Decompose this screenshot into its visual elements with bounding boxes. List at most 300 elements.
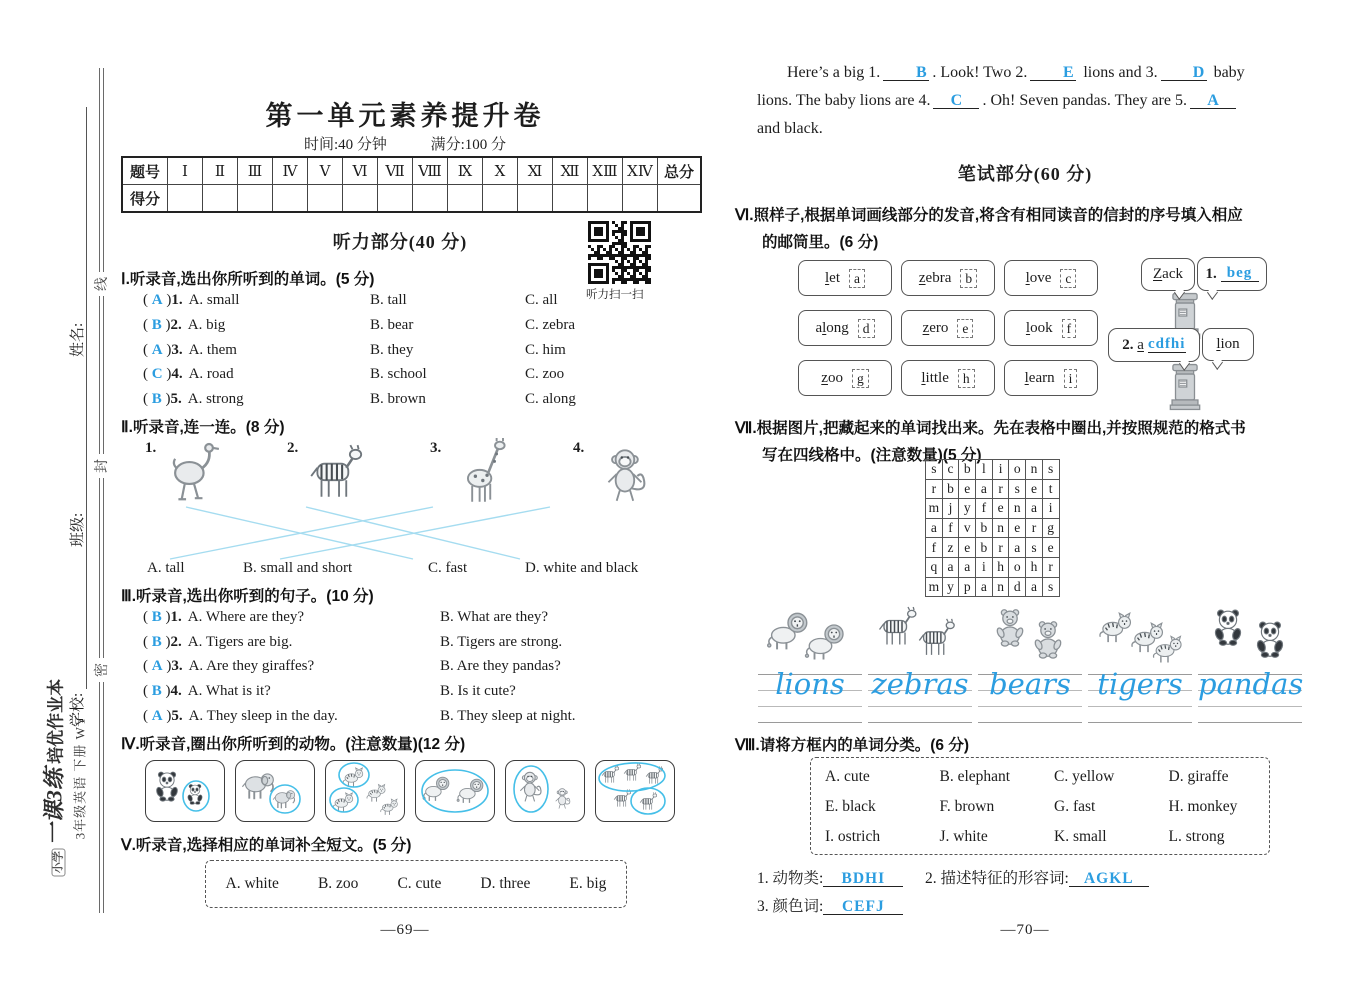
col-roman: Ⅹ	[483, 157, 518, 185]
written-answer: tigers	[1097, 667, 1183, 701]
page-number-right: —70—	[1000, 922, 1050, 938]
section-7-heading-2: 写在四线格中。(注意数量)(5 分)	[762, 447, 982, 464]
envelope[interactable]: zebra b	[901, 260, 995, 296]
pandas-image	[1203, 604, 1298, 673]
paren: (	[143, 609, 148, 625]
writing-lines[interactable]	[758, 667, 862, 722]
paren: (	[143, 292, 148, 308]
circle-animals-zebras[interactable]	[595, 760, 675, 822]
item-number: 4.	[171, 366, 183, 382]
grid-letter-cell[interactable]: h	[1026, 557, 1043, 577]
lion-bubble: lion	[1202, 328, 1254, 361]
section-7-heading	[735, 416, 1246, 438]
giraffe-image	[452, 438, 520, 506]
option-a: A. Where are they?	[187, 609, 305, 625]
answer-blank[interactable]: B	[151, 634, 162, 650]
option-c: C. zoo	[525, 366, 565, 382]
logo-bottom-label: 3年级英语 下册 WY	[72, 715, 88, 840]
section-2-title: .听录音,连一连。(8 分)	[128, 419, 285, 436]
option-a: A. strong	[187, 391, 244, 407]
passage-line	[757, 120, 823, 138]
writing-lines[interactable]	[868, 667, 972, 722]
col-roman: Ⅳ	[273, 157, 308, 185]
section-2-heading	[121, 415, 285, 437]
envelope-tag: g	[852, 369, 869, 388]
seal-char-feng: 封	[89, 454, 113, 478]
match-option-d: D. white and black	[525, 560, 639, 576]
option-a: A. Tigers are big.	[187, 634, 293, 650]
col-roman: Ⅻ	[553, 157, 588, 185]
paren: )	[166, 342, 172, 358]
example-answer: a	[1137, 336, 1144, 353]
name-input-line[interactable]	[72, 107, 87, 319]
answer-blank: beg	[1221, 266, 1259, 282]
grid-letter-cell[interactable]: f	[942, 518, 959, 538]
section-1-numeral: Ⅰ	[121, 271, 126, 288]
option-b: B. What are they?	[440, 609, 549, 625]
col-roman: Ⅴ	[308, 157, 343, 185]
section-5-numeral: Ⅴ	[121, 837, 132, 854]
answer-blank[interactable]: A	[151, 292, 163, 308]
grid-letter-cell[interactable]: o	[1009, 557, 1026, 577]
grid-letter-cell[interactable]: f	[926, 538, 943, 558]
paren: )	[165, 317, 171, 333]
item-number: 5.	[171, 708, 183, 724]
grid-letter-cell[interactable]: b	[976, 538, 993, 558]
col-roman: Ⅵ	[343, 157, 378, 185]
section-6-heading-2: 的邮筒里。(6 分)	[762, 234, 879, 251]
score-table-head: 题号	[122, 157, 168, 185]
page-number-left: —69—	[380, 922, 430, 938]
passage-line	[757, 64, 1245, 82]
option-a: A. big	[187, 317, 226, 333]
paren: (	[143, 708, 148, 724]
option-b: B. Are they pandas?	[440, 658, 561, 674]
option-a: A. Are they giraffes?	[188, 658, 315, 674]
grid-letter-cell[interactable]: e	[992, 499, 1009, 519]
envelope[interactable]: let a	[798, 260, 892, 296]
logo-main-label: 一课3练	[41, 768, 67, 846]
grid-letter-cell[interactable]: t	[1042, 479, 1059, 499]
grid-letter-cell[interactable]: i	[992, 460, 1009, 480]
option-b: B. they	[370, 342, 414, 358]
bears-image	[983, 604, 1078, 673]
written-answer: pandas	[1198, 667, 1304, 701]
score-cell[interactable]	[448, 185, 483, 213]
writing-lines[interactable]	[1198, 667, 1304, 722]
word-option: E. big	[569, 875, 607, 892]
grid-letter-cell[interactable]: e	[959, 538, 976, 558]
envelope-tag: e	[957, 319, 973, 338]
word-option: B. zoo	[317, 875, 359, 892]
passage-blank[interactable]: A	[1190, 93, 1236, 109]
writing-lines[interactable]	[978, 667, 1082, 722]
score-cell[interactable]	[203, 185, 238, 213]
class-input-line[interactable]	[72, 317, 87, 509]
written-answer: bears	[989, 667, 1071, 701]
paren: )	[166, 366, 172, 382]
grid-letter-cell[interactable]: n	[992, 518, 1009, 538]
grid-letter-cell[interactable]: a	[1026, 499, 1043, 519]
section-7-title: .根据图片,把藏起来的单词找出来。先在表格中圈出,并按照规范的格式书	[752, 420, 1246, 437]
s2-item-number: 1.	[145, 440, 157, 456]
grid-letter-cell[interactable]: s	[1009, 479, 1026, 499]
section-6-heading	[735, 203, 1243, 225]
section-5-title: .听录音,选择相应的单词补全短文。(5 分)	[131, 837, 412, 854]
grid-letter-cell[interactable]: m	[926, 577, 943, 597]
col-roman: Ⅺ	[518, 157, 553, 185]
option-b: B. Tigers are strong.	[440, 634, 563, 650]
envelope[interactable]: zoo g	[798, 360, 892, 396]
col-roman: Ⅸ	[448, 157, 483, 185]
answer-blank[interactable]: A	[151, 708, 163, 724]
col-roman: Ⅰ	[168, 157, 203, 185]
logo-sub-label: 培优作业本	[46, 678, 66, 764]
grid-letter-cell[interactable]: s	[926, 460, 943, 480]
grid-letter-cell[interactable]: v	[959, 518, 976, 538]
lions-image	[763, 604, 858, 673]
paren: )	[166, 292, 172, 308]
total-score-cell[interactable]	[658, 185, 702, 213]
grid-letter-cell[interactable]: a	[942, 557, 959, 577]
seal-line	[99, 68, 104, 913]
grid-letter-cell[interactable]: b	[942, 479, 959, 499]
grid-letter-cell[interactable]: n	[1026, 460, 1043, 480]
answer-blank: cdfhi	[1147, 336, 1186, 352]
grid-letter-cell[interactable]: r	[1026, 518, 1043, 538]
match-option-b: B. small and short	[243, 560, 353, 576]
passage-text: lions. The baby lions are 4.	[757, 92, 931, 109]
written-part-title: 笔试部分(60 分)	[957, 164, 1093, 184]
name-label: 姓名:	[70, 322, 86, 357]
score-cell[interactable]	[168, 185, 203, 213]
bubble-label: 1.	[1205, 265, 1217, 282]
word-option: D. giraffe	[1168, 768, 1229, 785]
envelope[interactable]: look f	[1004, 310, 1098, 346]
grid-letter-cell[interactable]: f	[976, 499, 993, 519]
writing-lines[interactable]	[1088, 667, 1192, 722]
passage-text: . Look! Two 2.	[932, 64, 1028, 81]
grid-letter-cell[interactable]: b	[959, 460, 976, 480]
paren: (	[143, 391, 148, 407]
score-cell[interactable]	[588, 185, 623, 213]
section-4-heading	[121, 732, 465, 754]
brand-logo	[38, 628, 89, 928]
score-cell[interactable]	[238, 185, 273, 213]
grid-letter-cell[interactable]: y	[942, 577, 959, 597]
grid-letter-cell[interactable]: l	[976, 460, 993, 480]
s8-word-bank	[810, 757, 1270, 855]
paren: )	[166, 658, 172, 674]
exam-meta	[115, 133, 695, 154]
envelope[interactable]: learn i	[1004, 360, 1098, 396]
circle-animals-monkeys[interactable]	[505, 760, 585, 822]
grid-letter-cell[interactable]: j	[942, 499, 959, 519]
score-cell[interactable]	[343, 185, 378, 213]
monkey-image	[594, 441, 660, 507]
answer-blank[interactable]: B	[151, 391, 162, 407]
option-b: B. school	[370, 366, 427, 382]
passage-text: . Oh! Seven pandas. They are 5.	[982, 92, 1187, 109]
option-b: B. tall	[370, 292, 407, 308]
grid-letter-cell[interactable]: d	[1009, 577, 1026, 597]
answer-blank[interactable]: B	[151, 683, 162, 699]
item-number: 1.	[171, 292, 183, 308]
section-8-heading	[735, 733, 969, 755]
grid-letter-cell[interactable]: n	[992, 577, 1009, 597]
word-option: B. elephant	[939, 768, 1011, 785]
col-roman: ⅩⅢ	[588, 157, 623, 185]
score-cell[interactable]	[483, 185, 518, 213]
mailbox2-answer-bubble[interactable]	[1108, 328, 1200, 362]
circle-animals-elephants[interactable]	[235, 760, 315, 822]
word-option: J. white	[939, 828, 988, 845]
item-number: 2.	[170, 634, 182, 650]
match-option-a: A. tall	[147, 560, 185, 576]
score-cell[interactable]	[308, 185, 343, 213]
paren: (	[143, 683, 148, 699]
passage-line	[757, 92, 1239, 110]
full-score-label: 满分:100 分	[430, 137, 507, 153]
item-number: 3.	[171, 658, 183, 674]
section-1-title: .听录音,选出你所听到的单词。(5 分)	[125, 271, 375, 288]
class-label: 班级:	[70, 512, 86, 547]
zebra-image	[305, 441, 371, 507]
passage-text: Here’s a big 1.	[787, 64, 881, 81]
word-option: L. strong	[1168, 828, 1225, 845]
section-1-heading	[121, 267, 374, 289]
answer-blank[interactable]: AGKL	[1069, 871, 1149, 887]
seal-char-mi: 密	[89, 658, 113, 682]
grid-letter-cell[interactable]: a	[959, 557, 976, 577]
grid-letter-cell[interactable]: b	[976, 518, 993, 538]
grid-letter-cell[interactable]: r	[1042, 557, 1059, 577]
paren: (	[143, 366, 148, 382]
envelope-tag: i	[1064, 369, 1078, 388]
grid-letter-cell[interactable]: e	[959, 479, 976, 499]
section-4-numeral: Ⅳ	[121, 736, 136, 753]
section-5-heading	[121, 833, 411, 855]
envelope-tag: h	[958, 369, 975, 388]
item-number: 4.	[170, 683, 182, 699]
envelope-tag: d	[858, 319, 875, 338]
class-answer-label: 1. 动物类:	[757, 870, 824, 887]
grid-letter-cell[interactable]: h	[992, 557, 1009, 577]
option-a: A. road	[188, 366, 234, 382]
envelope-tag: f	[1062, 319, 1077, 338]
col-roman: Ⅱ	[203, 157, 238, 185]
classification-answer-2	[925, 866, 1149, 888]
word-option: A. white	[225, 875, 279, 892]
passage-blank[interactable]: B	[883, 65, 929, 81]
circle-animals-lions[interactable]	[415, 760, 495, 822]
passage-blank[interactable]: D	[1161, 65, 1207, 81]
section-2-numeral: Ⅱ	[121, 419, 129, 436]
section-8-numeral: Ⅷ	[735, 737, 756, 754]
grid-letter-cell[interactable]: r	[992, 538, 1009, 558]
circle-animals-tigers[interactable]	[325, 760, 405, 822]
grid-letter-cell[interactable]: z	[942, 538, 959, 558]
class-answer-label: 3. 颜色词:	[757, 898, 824, 915]
col-roman: Ⅶ	[378, 157, 413, 185]
grid-letter-cell[interactable]: s	[1042, 460, 1059, 480]
section-8-title: .请将方框内的单词分类。(6 分)	[755, 737, 969, 754]
option-b: B. Is it cute?	[440, 683, 516, 699]
word-option: A. cute	[825, 768, 870, 785]
score-cell[interactable]	[518, 185, 553, 213]
envelope-tag: a	[849, 269, 865, 288]
score-table	[121, 156, 702, 213]
score-cell[interactable]	[413, 185, 448, 213]
grid-letter-cell[interactable]: q	[926, 557, 943, 577]
total-label: 总分	[658, 157, 702, 185]
section-4-title: .听录音,圈出你所听到的动物。(注意数量)(12 分)	[135, 736, 466, 753]
score-cell[interactable]	[273, 185, 308, 213]
paren: )	[165, 609, 171, 625]
item-number: 5.	[170, 391, 182, 407]
tigers-image	[1093, 604, 1188, 673]
section-3-heading	[121, 584, 374, 606]
paren: )	[165, 391, 171, 407]
option-a: A. small	[188, 292, 240, 308]
logo-small-label: 小学	[52, 848, 66, 876]
option-a: A. What is it?	[187, 683, 271, 699]
answer-blank[interactable]: CEFJ	[823, 899, 903, 915]
answer-blank[interactable]: C	[151, 366, 163, 382]
word-option: F. brown	[939, 798, 995, 815]
option-b: B. bear	[370, 317, 414, 333]
grid-letter-cell[interactable]: y	[959, 499, 976, 519]
grid-letter-cell[interactable]: m	[926, 499, 943, 519]
paren: (	[143, 317, 148, 333]
grid-letter-cell[interactable]: g	[1042, 518, 1059, 538]
grid-letter-cell[interactable]: a	[926, 518, 943, 538]
grid-letter-cell[interactable]: e	[1042, 538, 1059, 558]
circle-animals-pandas[interactable]	[145, 760, 225, 822]
classification-answer-1	[757, 866, 903, 888]
col-roman: Ⅲ	[238, 157, 273, 185]
passage-text: baby	[1209, 64, 1245, 81]
word-option: D. three	[480, 875, 531, 892]
passage-text: lions and 3.	[1079, 64, 1158, 81]
envelope[interactable]: zero e	[901, 310, 995, 346]
word-option: C. yellow	[1054, 768, 1115, 785]
word-option: E. black	[825, 798, 876, 815]
school-label: 学校:	[70, 692, 86, 727]
word-option: I. ostrich	[825, 828, 881, 845]
zack-bubble: Zack	[1141, 258, 1195, 291]
envelope-tag: c	[1060, 269, 1076, 288]
envelope[interactable]: love c	[1004, 260, 1098, 296]
answer-blank[interactable]: A	[151, 658, 163, 674]
classification-answer-3	[757, 894, 903, 916]
word-option: C. cute	[397, 875, 442, 892]
grid-letter-cell[interactable]: a	[976, 577, 993, 597]
envelope[interactable]: along d	[798, 310, 892, 346]
grid-letter-cell[interactable]: r	[992, 479, 1009, 499]
envelope[interactable]: little h	[901, 360, 995, 396]
paren: )	[165, 683, 171, 699]
grid-letter-cell[interactable]: s	[1026, 538, 1043, 558]
option-b: B. They sleep at night.	[440, 708, 576, 724]
grid-letter-cell[interactable]: a	[1009, 538, 1026, 558]
grid-letter-cell[interactable]: a	[976, 479, 993, 499]
option-c: C. him	[525, 342, 566, 358]
ostrich-image	[162, 438, 232, 508]
option-c: C. all	[525, 292, 558, 308]
time-label: 时间:40 分钟	[303, 137, 387, 153]
word-search-grid[interactable]	[925, 459, 1060, 597]
option-c: C. zebra	[525, 317, 575, 333]
matching-lines[interactable]	[115, 505, 685, 563]
s2-item-number: 2.	[287, 440, 299, 456]
class-answer-label: 2. 描述特征的形容词:	[925, 870, 1069, 887]
col-roman: Ⅷ	[413, 157, 448, 185]
written-answer: zebras	[871, 667, 969, 701]
bubble-label: 2.	[1122, 336, 1134, 353]
grid-letter-cell[interactable]: c	[942, 460, 959, 480]
envelope-tag: b	[960, 269, 977, 288]
grid-letter-cell[interactable]: p	[959, 577, 976, 597]
grid-letter-cell[interactable]: o	[1009, 460, 1026, 480]
answer-blank[interactable]: B	[151, 317, 162, 333]
score-cell[interactable]	[623, 185, 658, 213]
word-option: H. monkey	[1168, 798, 1238, 815]
score-row-label: 得分	[122, 185, 168, 213]
answer-blank[interactable]: BDHI	[823, 871, 903, 887]
grid-letter-cell[interactable]: e	[1026, 479, 1043, 499]
option-a: A. They sleep in the day.	[188, 708, 338, 724]
grid-letter-cell[interactable]: n	[1009, 499, 1026, 519]
word-option: G. fast	[1054, 798, 1096, 815]
s2-item-number: 4.	[573, 440, 585, 456]
paren: (	[143, 342, 148, 358]
seal-char-xian: 线	[89, 272, 113, 296]
answer-blank[interactable]: B	[151, 609, 162, 625]
grid-letter-cell[interactable]: r	[926, 479, 943, 499]
word-option: K. small	[1054, 828, 1107, 845]
grid-letter-cell[interactable]: e	[1009, 518, 1026, 538]
passage-blank[interactable]: C	[933, 93, 979, 109]
score-cell[interactable]	[378, 185, 413, 213]
match-option-c: C. fast	[428, 560, 468, 576]
passage-blank[interactable]: E	[1030, 65, 1076, 81]
grid-letter-cell[interactable]: s	[1042, 577, 1059, 597]
mailbox1-answer-bubble[interactable]	[1197, 257, 1267, 291]
paren: (	[143, 658, 148, 674]
s2-item-number: 3.	[430, 440, 442, 456]
paren: )	[165, 634, 171, 650]
paren: (	[143, 634, 148, 650]
section-6-title: .照样子,根据单词画线部分的发音,将含有相同读音的信封的序号填入相应	[749, 207, 1243, 224]
col-roman: ⅩⅣ	[623, 157, 658, 185]
section-6-numeral: Ⅵ	[735, 207, 750, 224]
grid-letter-cell[interactable]: i	[1042, 499, 1059, 519]
score-cell[interactable]	[553, 185, 588, 213]
s5-word-bank	[205, 860, 627, 908]
option-c: C. along	[525, 391, 576, 407]
passage-text: and black.	[757, 120, 823, 137]
qr-caption: 听力扫一扫	[586, 289, 644, 301]
option-a: A. them	[188, 342, 237, 358]
section-7-numeral: Ⅶ	[735, 420, 753, 437]
listening-part-title: 听力部分(40 分)	[332, 232, 468, 252]
grid-letter-cell[interactable]: i	[976, 557, 993, 577]
grid-letter-cell[interactable]: a	[1026, 577, 1043, 597]
section-3-title: .听录音,选出你听到的句子。(10 分)	[131, 588, 374, 605]
answer-blank[interactable]: A	[151, 342, 163, 358]
item-number: 3.	[171, 342, 183, 358]
